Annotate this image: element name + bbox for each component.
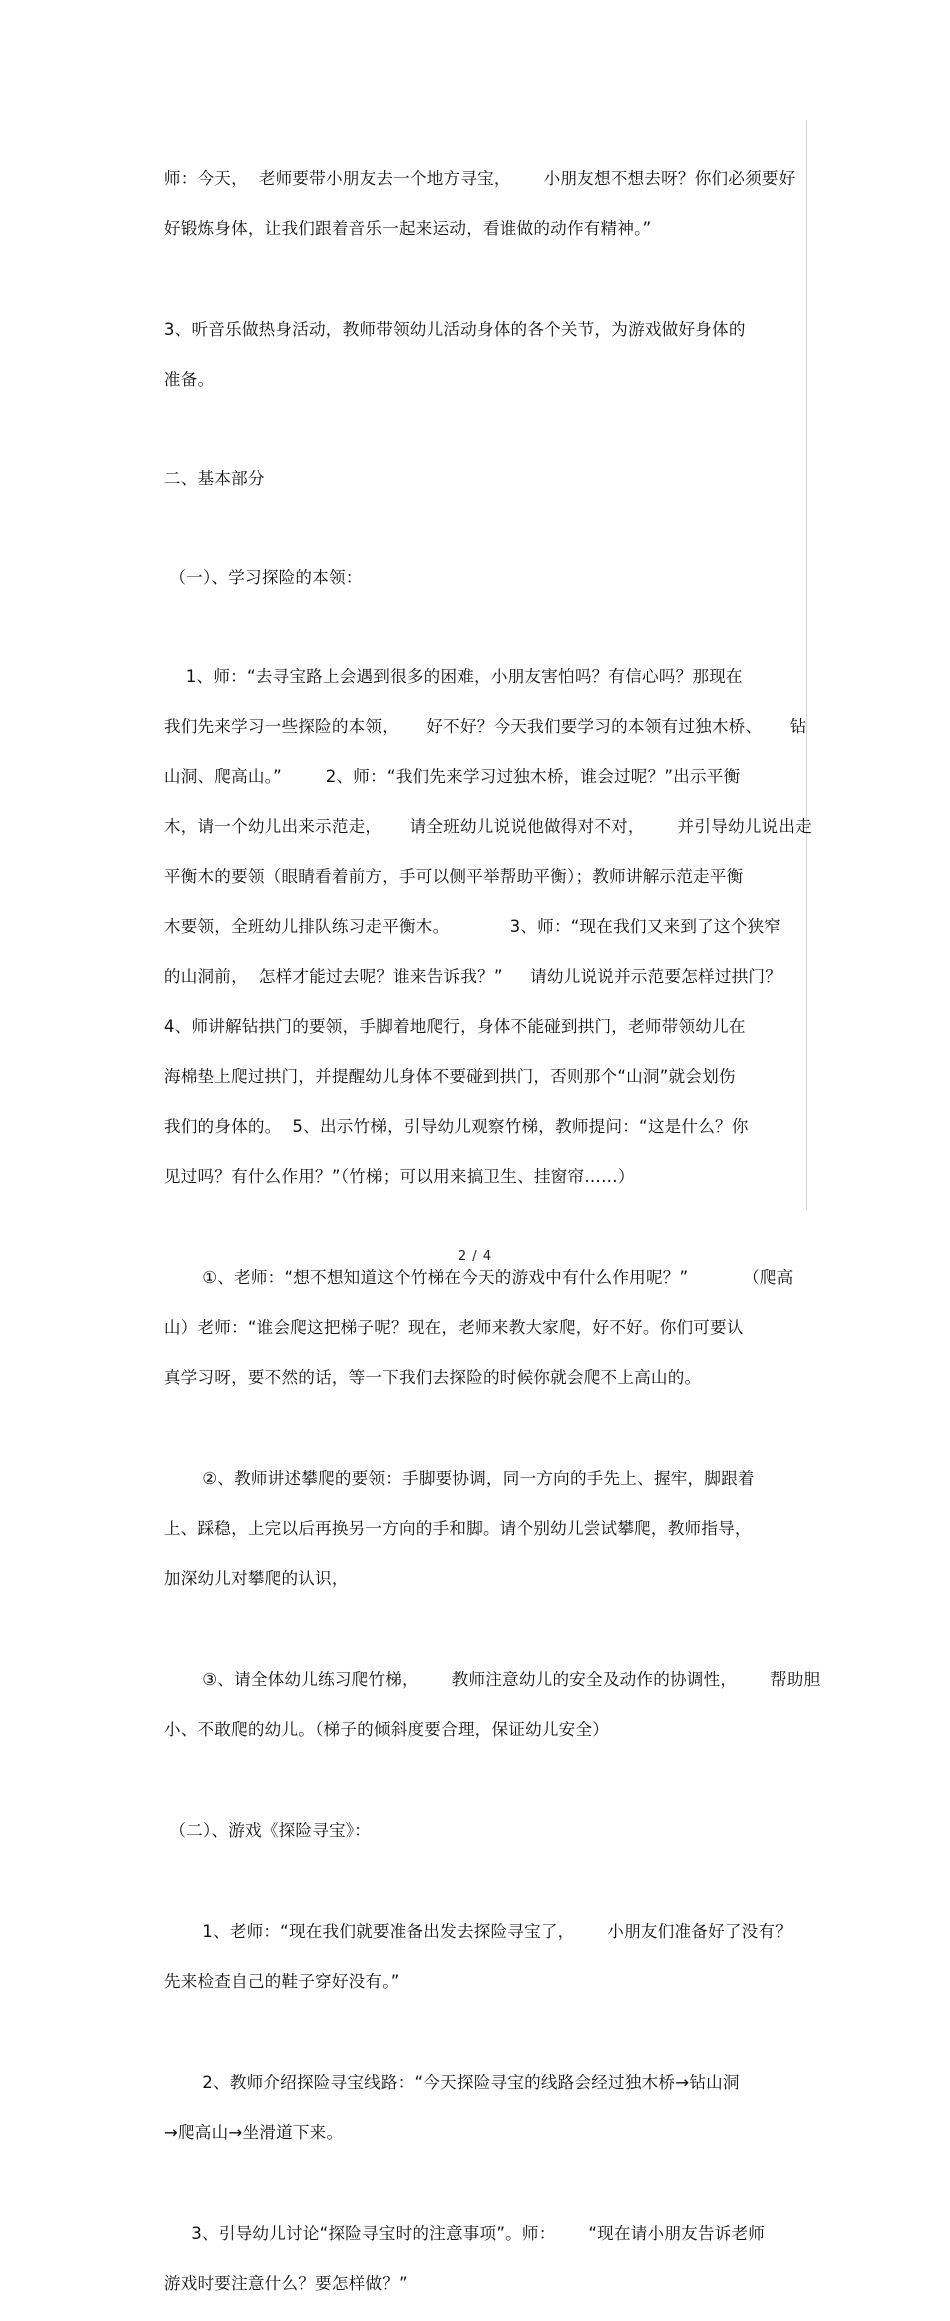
paragraph-game-3 [142,2196,806,2321]
text-line: ①、老师：“想不想知道这个竹梯在今天的游戏中有什么作用呢？” （爬高 [163,1268,794,1287]
paragraph-skills-steps [142,639,812,1214]
subsection-heading-game [142,1793,806,1868]
text-line: 山洞、爬高山。” 2、师：“我们先来学习过独木桥，谁会过呢？”出示平衡 [163,767,741,786]
page-right-rule [806,120,807,1210]
text-line: 师：今天， 老师要带小朋友去一个地方寻宝， 小朋友想不想去呀？你们必须要好 [163,169,796,188]
text-line: 游戏时要注意什么？要怎样做？” [163,2274,408,2293]
text-line: 1、老师：“现在我们就要准备出发去探险寻宝了， 小朋友们准备好了没有？ [163,1922,793,1941]
text-line: 小、不敢爬的幼儿。（梯子的倾斜度要合理，保证幼儿安全） [163,1720,610,1739]
text-line: 平衡木的要领（眼睛看着前方，手可以侧平举帮助平衡）；教师讲解示范走平衡 [163,867,744,886]
text-line: 二、基本部分 [163,469,265,488]
text-line: ③、请全体幼儿练习爬竹梯， 教师注意幼儿的安全及动作的协调性， 帮助胆 [163,1670,821,1689]
text-line: 先来检查自己的鞋子穿好没有。” [163,1972,400,1991]
paragraph-intro [142,141,806,266]
text-line: 3、听音乐做热身活动，教师带领幼儿活动身体的各个关节，为游戏做好身体的 [163,320,746,339]
text-line: 真学习呀，要不然的话，等一下我们去探险的时候你就会爬不上高山的。 [163,1368,702,1387]
text-line: 木要领，全班幼儿排队练习走平衡木。 3、师：“现在我们又来到了这个狭窄 [163,917,782,936]
paragraph-warmup [142,292,806,417]
paragraph-ladder-2 [142,1441,806,1616]
page-number: 2 / 4 [457,1249,493,1264]
text-line: 的山洞前， 怎样才能过去呢？谁来告诉我？” 请幼儿说说并示范要怎样过拱门？ [163,967,783,986]
text-line: 好锻炼身体，让我们跟着音乐一起来运动，看谁做的动作有精神。” [163,219,652,238]
text-line: 我们的身体的。 5、出示竹梯，引导幼儿观察竹梯，教师提问：“这是什么？你 [163,1117,749,1136]
text-line: →爬高山→坐滑道下来。 [163,2123,344,2142]
text-line: 我们先来学习一些探险的本领， 好不好？今天我们要学习的本领有过独木桥、 钻 [163,717,807,736]
text-line: 准备。 [163,370,215,389]
text-line: 加深幼儿对攀爬的认识， [163,1569,349,1588]
text-line: （一）、学习探险的本领： [163,568,363,587]
paragraph-game-1 [142,1894,806,2019]
text-line: 木，请一个幼儿出来示范走， 请全班幼儿说说他做得对不对， 并引导幼儿说出走 [163,817,812,836]
text-line: 见过吗？有什么作用？”（竹梯；可以用来搞卫生、挂窗帘……） [163,1167,635,1186]
text-line: 2、教师介绍探险寻宝线路：“今天探险寻宝的线路会经过独木桥→钻山洞 [163,2073,740,2092]
subsection-heading-skills [142,540,806,615]
text-line: 山）老师：“谁会爬这把梯子呢？现在，老师来教大家爬，好不好。你们可要认 [163,1318,744,1337]
text-line: 上、踩稳，上完以后再换另一方向的手和脚。请个别幼儿尝试攀爬，教师指导， [163,1519,752,1538]
document-body [142,141,821,2321]
text-line: ②、教师讲述攀爬的要领：手脚要协调，同一方向的手先上、握牢，脚跟着 [163,1469,755,1488]
paragraph-game-2 [142,2045,806,2170]
paragraph-ladder-1 [142,1240,806,1415]
section-heading-basic [142,441,806,516]
text-line: 3、引导幼儿讨论“探险寻宝时的注意事项”。师： “现在请小朋友告诉老师 [163,2224,766,2243]
paragraph-ladder-3 [142,1642,821,1767]
text-line: 海棉垫上爬过拱门，并提醒幼儿身体不要碰到拱门，否则那个“山洞”就会划伤 [163,1067,736,1086]
text-line: （二）、游戏《探险寻宝》： [163,1821,372,1840]
text-line: 4、师讲解钻拱门的要领，手脚着地爬行，身体不能碰到拱门，老师带领幼儿在 [163,1017,746,1036]
text-line: 1、师：“去寻宝路上会遇到很多的困难，小朋友害怕吗？有信心吗？那现在 [163,667,743,686]
